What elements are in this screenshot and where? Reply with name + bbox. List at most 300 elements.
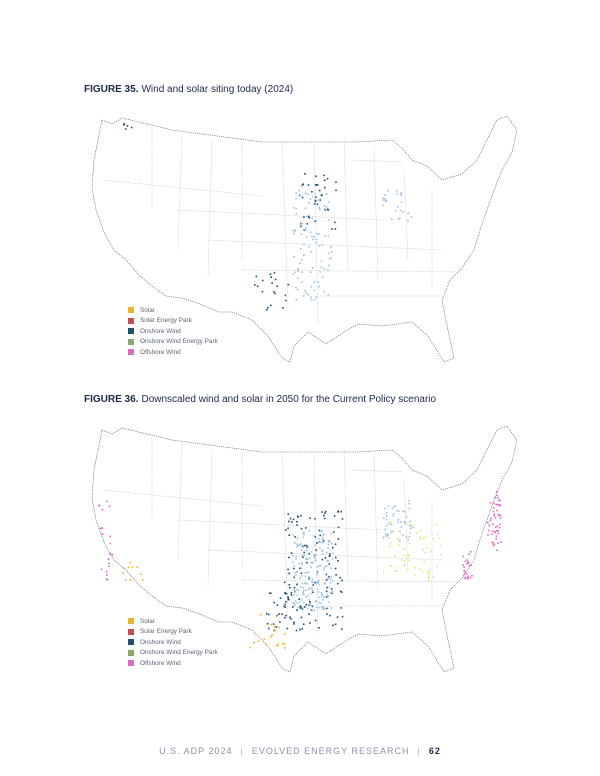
siting-point xyxy=(309,622,311,624)
siting-point xyxy=(328,576,330,578)
siting-point xyxy=(266,309,268,311)
siting-point xyxy=(314,545,316,547)
siting-point xyxy=(297,595,299,597)
siting-point xyxy=(321,511,323,513)
siting-point xyxy=(305,229,307,231)
siting-point xyxy=(302,608,304,610)
siting-point xyxy=(337,583,339,585)
siting-point xyxy=(305,227,307,229)
siting-point xyxy=(338,510,340,512)
siting-point xyxy=(397,206,399,208)
siting-point xyxy=(298,589,300,591)
siting-point xyxy=(317,200,319,202)
siting-point xyxy=(335,624,337,626)
siting-point xyxy=(318,538,320,540)
siting-point xyxy=(385,533,387,535)
siting-point xyxy=(273,623,275,625)
siting-point xyxy=(298,598,300,600)
siting-point xyxy=(282,307,284,309)
siting-point xyxy=(328,219,330,221)
siting-point xyxy=(328,202,330,204)
siting-point xyxy=(299,190,301,192)
legend-swatch xyxy=(128,339,134,345)
siting-point xyxy=(314,582,316,584)
siting-point xyxy=(388,506,390,508)
siting-point xyxy=(463,556,465,558)
siting-point xyxy=(303,602,305,604)
siting-point xyxy=(308,184,310,186)
siting-point xyxy=(408,500,410,502)
siting-point xyxy=(409,536,411,538)
siting-point xyxy=(302,582,304,584)
siting-point xyxy=(106,578,108,580)
siting-point xyxy=(383,518,385,520)
siting-point xyxy=(387,522,389,524)
siting-point xyxy=(470,564,472,566)
siting-point xyxy=(331,257,333,259)
siting-point xyxy=(292,230,294,232)
siting-point xyxy=(494,544,496,546)
siting-point xyxy=(409,521,411,523)
siting-point xyxy=(390,521,392,523)
siting-point xyxy=(408,503,410,505)
siting-point xyxy=(318,591,320,593)
siting-point xyxy=(423,537,425,539)
siting-point xyxy=(319,245,321,247)
legend-item xyxy=(128,347,218,358)
siting-point xyxy=(285,300,287,302)
siting-point xyxy=(384,508,386,510)
siting-point xyxy=(309,589,311,591)
siting-point xyxy=(468,562,470,564)
legend-swatch xyxy=(128,349,134,355)
siting-point xyxy=(308,599,310,601)
siting-point xyxy=(335,190,337,192)
siting-point xyxy=(402,535,404,537)
siting-point xyxy=(319,530,321,532)
siting-point xyxy=(385,535,387,537)
siting-point xyxy=(311,551,313,553)
siting-point xyxy=(497,514,499,516)
siting-point xyxy=(270,305,272,307)
siting-point xyxy=(295,558,297,560)
siting-point xyxy=(274,626,276,628)
siting-point xyxy=(402,211,404,213)
siting-point xyxy=(296,630,298,632)
siting-point xyxy=(308,246,310,248)
siting-point xyxy=(312,267,314,269)
siting-point xyxy=(432,538,434,540)
siting-point xyxy=(409,543,411,545)
siting-point xyxy=(282,643,284,645)
siting-point xyxy=(328,541,330,543)
siting-point xyxy=(303,254,305,256)
siting-point xyxy=(291,521,293,523)
siting-point xyxy=(294,536,296,538)
siting-point xyxy=(292,273,294,275)
siting-point xyxy=(331,228,333,230)
siting-point xyxy=(299,601,301,603)
siting-point xyxy=(310,566,312,568)
siting-point xyxy=(319,190,321,192)
siting-point xyxy=(287,628,289,630)
siting-point xyxy=(317,281,319,283)
siting-point xyxy=(307,546,309,548)
siting-point xyxy=(258,640,260,642)
siting-point xyxy=(389,523,391,525)
page-footer xyxy=(0,746,600,756)
legend-item xyxy=(128,316,218,327)
siting-point xyxy=(329,587,331,589)
siting-point xyxy=(493,513,495,515)
siting-point xyxy=(294,231,296,233)
siting-point xyxy=(404,560,406,562)
siting-point xyxy=(396,190,398,192)
siting-point xyxy=(325,511,327,513)
siting-point xyxy=(322,559,324,561)
siting-point xyxy=(293,256,295,258)
siting-point xyxy=(302,592,304,594)
siting-point xyxy=(299,577,301,579)
siting-point xyxy=(284,647,286,649)
siting-point xyxy=(296,582,298,584)
legend-swatch xyxy=(128,639,134,645)
siting-point xyxy=(262,280,264,282)
siting-point xyxy=(387,534,389,536)
siting-point xyxy=(313,584,315,586)
siting-point xyxy=(130,579,132,581)
siting-point xyxy=(495,504,497,506)
siting-point xyxy=(387,535,389,537)
siting-point xyxy=(332,590,334,592)
siting-point xyxy=(500,541,502,543)
siting-point xyxy=(322,535,324,537)
siting-point xyxy=(128,567,130,569)
siting-point xyxy=(293,622,295,624)
siting-point xyxy=(326,206,328,208)
siting-point xyxy=(391,219,393,221)
siting-point xyxy=(295,600,297,602)
siting-point xyxy=(333,531,335,533)
legend-item xyxy=(128,337,218,348)
siting-point xyxy=(332,552,334,554)
siting-point xyxy=(276,645,278,647)
siting-point xyxy=(425,536,427,538)
siting-point xyxy=(492,524,494,526)
siting-point xyxy=(299,194,301,196)
siting-point xyxy=(306,604,308,606)
legend-label: Solar Energy Park xyxy=(140,317,192,325)
siting-point xyxy=(310,296,312,298)
siting-point xyxy=(391,530,393,532)
siting-point xyxy=(311,191,313,193)
siting-point xyxy=(429,570,431,572)
siting-point xyxy=(394,506,396,508)
siting-point xyxy=(404,511,406,513)
siting-point xyxy=(300,515,302,517)
siting-point xyxy=(315,196,317,198)
legend-item xyxy=(128,648,218,659)
siting-point xyxy=(420,538,422,540)
siting-point xyxy=(440,554,442,556)
siting-point xyxy=(330,592,332,594)
siting-point xyxy=(300,226,302,228)
siting-point xyxy=(488,530,490,532)
siting-point xyxy=(106,574,108,576)
siting-point xyxy=(127,125,129,127)
siting-point xyxy=(304,572,306,574)
siting-point xyxy=(123,567,125,569)
siting-point xyxy=(495,517,497,519)
siting-point xyxy=(335,543,337,545)
siting-point xyxy=(471,575,473,577)
siting-point xyxy=(467,561,469,563)
siting-point xyxy=(428,580,430,582)
siting-point xyxy=(327,594,329,596)
siting-point xyxy=(296,299,298,301)
siting-point xyxy=(289,584,291,586)
siting-point xyxy=(300,586,302,588)
siting-point xyxy=(296,584,298,586)
legend-label: Solar xyxy=(140,306,155,314)
siting-point xyxy=(304,554,306,556)
siting-point xyxy=(302,628,304,630)
siting-point xyxy=(300,223,302,225)
siting-point xyxy=(403,548,405,550)
siting-point xyxy=(136,566,138,568)
siting-point xyxy=(315,239,317,241)
siting-point xyxy=(308,576,310,578)
siting-point xyxy=(395,210,397,212)
siting-point xyxy=(301,575,303,577)
siting-point xyxy=(398,519,400,521)
siting-point xyxy=(329,615,331,617)
siting-point xyxy=(274,602,276,604)
siting-point xyxy=(395,570,397,572)
siting-point xyxy=(295,556,297,558)
siting-point xyxy=(330,533,332,535)
siting-point xyxy=(331,567,333,569)
siting-point xyxy=(297,270,299,272)
siting-point xyxy=(302,197,304,199)
siting-point xyxy=(110,543,112,545)
siting-point xyxy=(317,582,319,584)
figure-36-number: FIGURE 36. xyxy=(84,394,139,405)
siting-point xyxy=(318,233,320,235)
siting-point xyxy=(301,259,303,261)
siting-point xyxy=(301,528,303,530)
siting-point xyxy=(293,623,295,625)
siting-point xyxy=(319,271,321,273)
siting-point xyxy=(285,607,287,609)
siting-point xyxy=(386,512,388,514)
siting-point xyxy=(334,515,336,517)
siting-point xyxy=(326,613,328,615)
siting-point xyxy=(254,642,256,644)
siting-point xyxy=(487,522,489,524)
siting-point xyxy=(294,272,296,274)
siting-point xyxy=(496,530,498,532)
siting-point xyxy=(287,569,289,571)
siting-point xyxy=(287,513,289,515)
siting-point xyxy=(311,562,313,564)
siting-point xyxy=(293,565,295,567)
siting-point xyxy=(301,233,303,235)
siting-point xyxy=(397,567,399,569)
siting-point xyxy=(296,524,298,526)
siting-point xyxy=(328,560,330,562)
siting-point xyxy=(493,503,495,505)
siting-point xyxy=(326,565,328,567)
siting-point xyxy=(301,271,303,273)
siting-point xyxy=(464,572,466,574)
siting-point xyxy=(294,604,296,606)
siting-point xyxy=(314,518,316,520)
siting-point xyxy=(330,247,332,249)
siting-point xyxy=(462,564,464,566)
siting-point xyxy=(490,502,492,504)
siting-point xyxy=(291,594,293,596)
siting-point xyxy=(397,193,399,195)
siting-point xyxy=(303,216,305,218)
siting-point xyxy=(109,536,111,538)
siting-point xyxy=(296,609,298,611)
siting-point xyxy=(322,276,324,278)
siting-point xyxy=(332,580,334,582)
siting-point xyxy=(499,524,501,526)
siting-point xyxy=(322,542,324,544)
siting-point xyxy=(292,602,294,604)
siting-point xyxy=(331,607,333,609)
siting-point xyxy=(294,572,296,574)
siting-point xyxy=(324,291,326,293)
siting-point xyxy=(316,234,318,236)
legend-label: Solar Energy Park xyxy=(140,628,192,636)
siting-point xyxy=(384,529,386,531)
siting-point xyxy=(496,495,498,497)
siting-point xyxy=(276,285,278,287)
siting-point xyxy=(295,213,297,215)
legend-item xyxy=(128,326,218,337)
siting-point xyxy=(341,628,343,630)
siting-point xyxy=(265,644,267,646)
siting-point xyxy=(301,599,303,601)
siting-point xyxy=(304,545,306,547)
siting-point xyxy=(328,544,330,546)
siting-point xyxy=(493,515,495,517)
siting-point xyxy=(323,515,325,517)
siting-point xyxy=(285,615,287,617)
siting-point xyxy=(316,296,318,298)
siting-point xyxy=(284,633,286,635)
siting-point xyxy=(317,566,319,568)
siting-point xyxy=(323,533,325,535)
siting-point xyxy=(314,290,316,292)
siting-point xyxy=(312,196,314,198)
siting-point xyxy=(423,561,425,563)
siting-point xyxy=(302,594,304,596)
legend-swatch xyxy=(128,629,134,635)
siting-point xyxy=(270,636,272,638)
siting-point xyxy=(321,594,323,596)
siting-point xyxy=(408,554,410,556)
siting-point xyxy=(498,530,500,532)
siting-point xyxy=(330,582,332,584)
legend-label: Offshore Wind xyxy=(140,348,181,356)
siting-point xyxy=(296,589,298,591)
siting-point xyxy=(405,523,407,525)
siting-point xyxy=(304,290,306,292)
siting-point xyxy=(284,617,286,619)
legend-item xyxy=(128,627,218,638)
siting-point xyxy=(310,593,312,595)
siting-point xyxy=(414,567,416,569)
siting-point xyxy=(317,581,319,583)
siting-point xyxy=(320,530,322,532)
siting-point xyxy=(327,208,329,210)
legend-swatch xyxy=(128,660,134,666)
siting-point xyxy=(323,570,325,572)
siting-point xyxy=(331,543,333,545)
siting-point xyxy=(495,497,497,499)
siting-point xyxy=(308,587,310,589)
siting-point xyxy=(421,571,423,573)
figure-35-title xyxy=(84,84,293,95)
siting-point xyxy=(285,529,287,531)
siting-point xyxy=(392,508,394,510)
siting-point xyxy=(125,128,127,130)
siting-point xyxy=(284,643,286,645)
siting-point xyxy=(397,539,399,541)
siting-point xyxy=(411,216,413,218)
siting-point xyxy=(260,614,262,616)
siting-point xyxy=(315,600,317,602)
siting-point xyxy=(393,513,395,515)
siting-point xyxy=(314,281,316,283)
siting-point xyxy=(308,194,310,196)
siting-point xyxy=(310,198,312,200)
siting-point xyxy=(402,510,404,512)
siting-point xyxy=(322,553,324,555)
siting-point xyxy=(313,236,315,238)
siting-point xyxy=(489,525,491,527)
siting-point xyxy=(316,572,318,574)
siting-point xyxy=(319,597,321,599)
siting-point xyxy=(297,289,299,291)
siting-point xyxy=(303,594,305,596)
siting-point xyxy=(385,201,387,203)
siting-point xyxy=(404,555,406,557)
siting-point xyxy=(304,173,306,175)
siting-point xyxy=(285,295,287,297)
siting-point xyxy=(331,593,333,595)
siting-point xyxy=(297,602,299,604)
siting-point xyxy=(305,590,307,592)
siting-point xyxy=(428,572,430,574)
siting-point xyxy=(401,201,403,203)
siting-point xyxy=(305,193,307,195)
siting-point xyxy=(437,534,439,536)
siting-point xyxy=(295,574,297,576)
siting-point xyxy=(389,546,391,548)
siting-point xyxy=(420,530,422,532)
siting-point xyxy=(396,510,398,512)
siting-point xyxy=(293,233,295,235)
siting-point xyxy=(280,597,282,599)
siting-point xyxy=(108,566,110,568)
siting-point xyxy=(467,578,469,580)
siting-point xyxy=(401,526,403,528)
